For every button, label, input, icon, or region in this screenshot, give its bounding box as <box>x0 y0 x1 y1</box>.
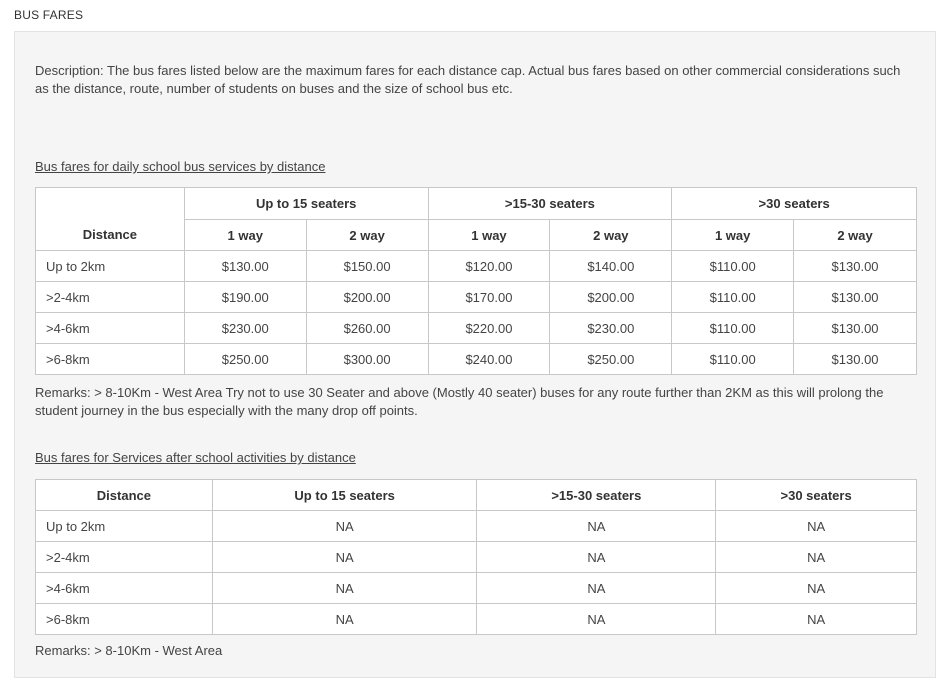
fare-cell: NA <box>716 542 917 573</box>
distance-cell: >4-6km <box>36 313 185 344</box>
table-row <box>36 604 917 635</box>
daily-sub-header: 2 way <box>794 220 917 251</box>
fare-cell: NA <box>212 604 477 635</box>
fare-cell: NA <box>212 573 477 604</box>
fare-cell: $150.00 <box>306 251 428 282</box>
after-school-header: Distance <box>36 480 213 511</box>
fare-cell: NA <box>477 511 716 542</box>
table-row <box>36 573 917 604</box>
fare-cell: $190.00 <box>184 282 306 313</box>
after-school-header: >15-30 seaters <box>477 480 716 511</box>
fare-cell: $300.00 <box>306 344 428 375</box>
fare-cell: NA <box>477 604 716 635</box>
after-school-remarks: Remarks: > 8-10Km - West Area <box>35 643 223 658</box>
after-school-header: Up to 15 seaters <box>212 480 477 511</box>
table-row <box>36 542 917 573</box>
after-school-header: >30 seaters <box>716 480 917 511</box>
daily-group-header: >15-30 seaters <box>428 188 672 220</box>
daily-remarks: Remarks: > 8-10Km - West Area Try not to use 30 Seater and above (Mostly 40 seater) buses for any route further than 2KM as this will prolong the student journey in the bus especially with the many drop off points. <box>35 385 884 418</box>
fare-cell: $110.00 <box>672 344 794 375</box>
daily-header-blank <box>36 188 185 220</box>
fare-cell: $130.00 <box>794 251 917 282</box>
daily-sub-header: 1 way <box>672 220 794 251</box>
daily-group-header: >30 seaters <box>672 188 917 220</box>
fare-cell: $110.00 <box>672 251 794 282</box>
after-school-fares-table <box>35 479 917 635</box>
fare-cell: $130.00 <box>794 282 917 313</box>
fare-cell: $230.00 <box>184 313 306 344</box>
fare-cell: $250.00 <box>550 344 672 375</box>
distance-cell: >6-8km <box>36 344 185 375</box>
daily-distance-header: Distance <box>36 220 185 251</box>
distance-cell: >4-6km <box>36 573 213 604</box>
daily-sub-header: 2 way <box>550 220 672 251</box>
fare-cell: $200.00 <box>306 282 428 313</box>
table-row <box>36 251 917 282</box>
fare-cell: $130.00 <box>794 313 917 344</box>
table-row <box>36 344 917 375</box>
fare-cell: NA <box>212 511 477 542</box>
fare-cell: $230.00 <box>550 313 672 344</box>
daily-fares-title: Bus fares for daily school bus services by distance <box>35 159 326 174</box>
fare-cell: $240.00 <box>428 344 550 375</box>
fare-cell: $110.00 <box>672 282 794 313</box>
fare-cell: NA <box>716 573 917 604</box>
table-row <box>36 313 917 344</box>
table-row <box>36 282 917 313</box>
fare-cell: NA <box>477 573 716 604</box>
distance-cell: >6-8km <box>36 604 213 635</box>
distance-cell: >2-4km <box>36 542 213 573</box>
distance-cell: Up to 2km <box>36 511 213 542</box>
fare-cell: $120.00 <box>428 251 550 282</box>
fare-cell: $130.00 <box>184 251 306 282</box>
fare-cell: $200.00 <box>550 282 672 313</box>
daily-group-header: Up to 15 seaters <box>184 188 428 220</box>
fares-panel <box>14 31 936 678</box>
fare-cell: $170.00 <box>428 282 550 313</box>
distance-cell: Up to 2km <box>36 251 185 282</box>
description-text: Description: The bus fares listed below are the maximum fares for each distance cap. Actual bus fares based on other commercial considerations such as the distance, route, number of students on buses and the size of school bus etc. <box>35 63 901 96</box>
fare-cell: NA <box>716 511 917 542</box>
fares-content <box>35 62 917 658</box>
fare-cell: $130.00 <box>794 344 917 375</box>
fare-cell: $220.00 <box>428 313 550 344</box>
fare-cell: $140.00 <box>550 251 672 282</box>
fare-cell: NA <box>212 542 477 573</box>
fare-cell: NA <box>477 542 716 573</box>
page-title: BUS FARES <box>14 8 84 22</box>
after-school-fares-title: Bus fares for Services after school activities by distance <box>35 450 356 465</box>
table-row <box>36 511 917 542</box>
distance-cell: >2-4km <box>36 282 185 313</box>
daily-fares-table <box>35 187 917 375</box>
fare-cell: $260.00 <box>306 313 428 344</box>
daily-sub-header: 2 way <box>306 220 428 251</box>
fare-cell: $110.00 <box>672 313 794 344</box>
daily-sub-header: 1 way <box>428 220 550 251</box>
fare-cell: NA <box>716 604 917 635</box>
daily-sub-header: 1 way <box>184 220 306 251</box>
fare-cell: $250.00 <box>184 344 306 375</box>
